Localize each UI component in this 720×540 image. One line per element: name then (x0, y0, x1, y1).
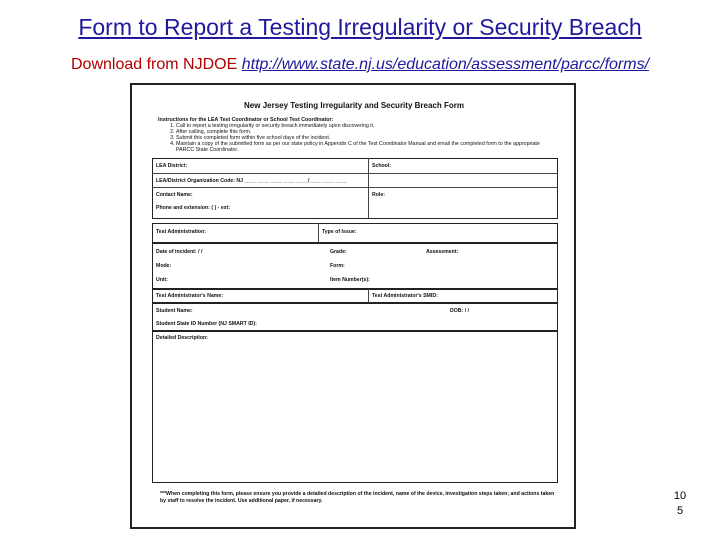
student-id-label: Student State ID Number (NJ SMART ID): (156, 321, 257, 327)
divider (318, 223, 319, 243)
instruction-item: 3. Submit this completed form within five school days of the incident. (176, 135, 558, 141)
type-of-issue-label: Type of Issue: (322, 229, 357, 235)
unit-label: Unit: (156, 277, 168, 283)
page-number-line-1: 10 (673, 490, 687, 502)
instruction-item: 2. After calling, complete this form. (176, 129, 558, 135)
form-image (130, 83, 576, 529)
phone-label: Phone and extension: ( ) - ext: (156, 205, 231, 211)
divider (368, 289, 369, 303)
student-name-label: Student Name: (156, 308, 193, 314)
ta-smid-label: Test Administrator's SMID: (372, 293, 438, 299)
school-label: School: (372, 163, 392, 169)
role-label: Role: (372, 192, 385, 198)
test-administration-label: Test Administration: (156, 229, 206, 235)
dob-label: DOB: / / (450, 308, 470, 314)
slide-title: Form to Report a Testing Irregularity or Security Breach (78, 14, 642, 40)
contact-name-label: Contact Name: (156, 192, 193, 198)
assessment-label: Assessment: (426, 249, 459, 255)
mode-label: Mode: (156, 263, 172, 269)
forms-link[interactable]: http://www.state.nj.us/education/assessment/parcc/forms/ (241, 56, 650, 73)
description-section (152, 331, 558, 483)
form-heading: New Jersey Testing Irregularity and Security Breach Form (244, 101, 464, 110)
instructions-list (158, 123, 558, 153)
form-instructions (158, 117, 558, 154)
description-label: Detailed Description: (156, 335, 208, 341)
lea-district-label: LEA District: (156, 163, 188, 169)
download-line (0, 56, 720, 74)
form-note: ***When completing this form, please ensure you provide a detailed description of the incident, name of the device, investigation steps taken; and actions taken by staff to resolve the incident. Use additional paper, if necessary. (160, 491, 555, 504)
form-page (140, 93, 568, 521)
page-number (670, 489, 690, 519)
grade-label: Grade: (330, 249, 347, 255)
form-label: Form: (330, 263, 345, 269)
instruction-item: 1. Call to report a testing irregularity or security breach immediately upon discovering it. (176, 123, 558, 129)
download-prefix: Download from NJDOE (70, 56, 238, 73)
date-of-incident-label: Date of incident: / / (156, 249, 203, 255)
divider (368, 158, 369, 219)
item-numbers-label: Item Number(s): (330, 277, 370, 283)
instructions-title: Instructions for the LEA Test Coordinator or School Test Coordinator: (158, 117, 334, 123)
divider (152, 187, 558, 188)
instruction-item: 4. Maintain a copy of the submitted form as per our state policy in Appendix C of the Test Coordinator Manual and email the completed form to the appropriate PARCC State Coordinator. (176, 141, 558, 153)
divider (152, 173, 558, 174)
ta-name-label: Test Administrator's Name: (156, 293, 223, 299)
page-number-line-2: 5 (676, 505, 684, 517)
lea-code-label: LEA/District Organization Code: NJ ____ ____ ____ ____ ____/____ ____ ____ (156, 178, 347, 184)
